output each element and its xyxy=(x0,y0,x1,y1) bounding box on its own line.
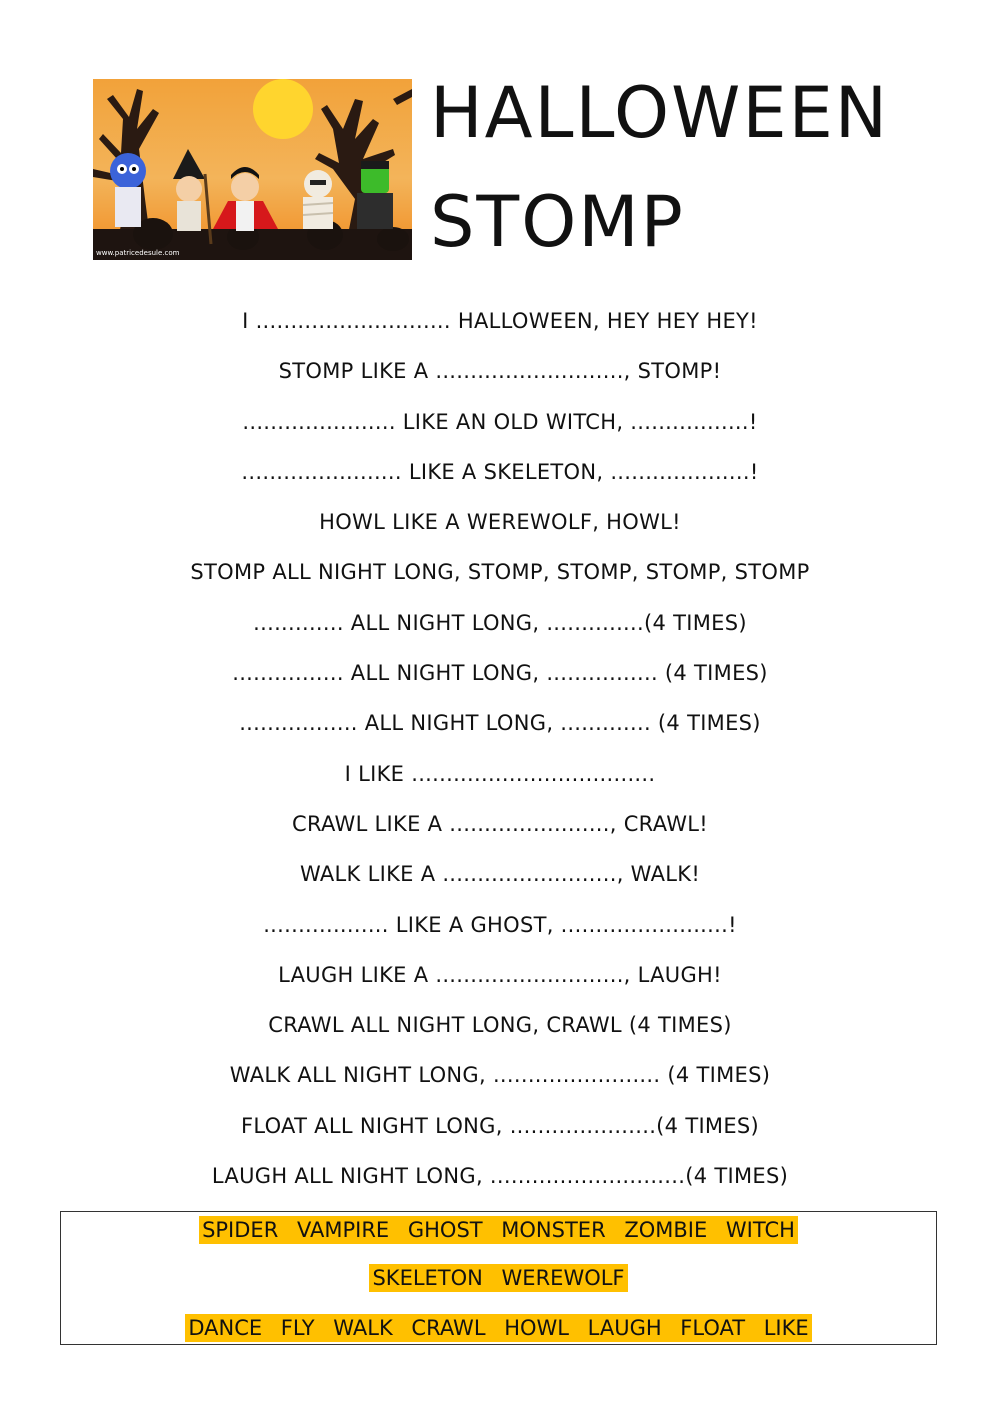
lyric-line: STOMP LIKE A ..........................., STOMP! xyxy=(278,359,722,384)
moon-icon xyxy=(253,79,313,139)
lyric-line: I ............................ HALLOWEEN, HEY HEY HEY! xyxy=(242,309,758,333)
lyric-line: FLOAT ALL NIGHT LONG, .....................(4 TIMES) xyxy=(240,1113,760,1138)
lyric-line: WALK ALL NIGHT LONG, ........................ (4 TIMES) xyxy=(229,1063,771,1088)
lyric-line: CRAWL LIKE A ......................., CRAWL! xyxy=(292,811,708,836)
page-title-line-1: HALLOWEEN xyxy=(430,72,890,154)
lyric-line: HOWL LIKE A WEREWOLF, HOWL! xyxy=(319,510,681,535)
word-bank-nouns: SPIDER VAMPIRE GHOST MONSTER ZOMBIE WITCH xyxy=(199,1216,798,1244)
lyric-line: STOMP ALL NIGHT LONG, STOMP, STOMP, STOMP, STOMP xyxy=(190,560,810,585)
mummy-character-icon xyxy=(303,170,333,229)
halloween-scene xyxy=(93,79,412,260)
lyric-line: ................ ALL NIGHT LONG, ................ (4 TIMES) xyxy=(232,661,768,686)
word-bank-row xyxy=(61,1212,936,1263)
word-bank-box xyxy=(60,1211,937,1345)
word-bank-row xyxy=(61,1261,936,1311)
lyric-line: WALK LIKE A ........................., WALK! xyxy=(299,862,701,887)
vampire-character-icon xyxy=(213,167,278,231)
monster-character-icon xyxy=(357,161,393,229)
word-bank-row xyxy=(61,1311,936,1361)
word-bank-verbs: DANCE FLY WALK CRAWL HOWL LAUGH FLOAT LIKE xyxy=(185,1314,811,1342)
lyric-line: ....................... LIKE A SKELETON, ....................! xyxy=(241,459,759,484)
lyric-line: I LIKE ................................... xyxy=(344,761,656,786)
page-title-line-2: STOMP xyxy=(430,181,685,263)
word-bank-nouns-2: SKELETON WEREWOLF xyxy=(369,1264,627,1292)
song-lyrics xyxy=(0,296,1000,1201)
lyric-line: LAUGH LIKE A ..........................., LAUGH! xyxy=(278,962,722,987)
lyric-line: .................. LIKE A GHOST, ........................! xyxy=(263,912,737,937)
lyric-line: ...................... LIKE AN OLD WITCH, .................! xyxy=(242,409,758,434)
lyric-line: ............. ALL NIGHT LONG, ..............(4 TIMES) xyxy=(253,610,747,635)
lyric-line: LAUGH ALL NIGHT LONG, ............................(4 TIMES) xyxy=(211,1164,789,1189)
image-watermark: www.patricedesule.com xyxy=(96,249,180,257)
lyric-line: CRAWL ALL NIGHT LONG, CRAWL (4 TIMES) xyxy=(268,1013,732,1038)
lyric-line: ................. ALL NIGHT LONG, ............. (4 TIMES) xyxy=(239,711,761,736)
halloween-illustration xyxy=(93,79,412,260)
zombie-character-icon xyxy=(110,153,146,227)
